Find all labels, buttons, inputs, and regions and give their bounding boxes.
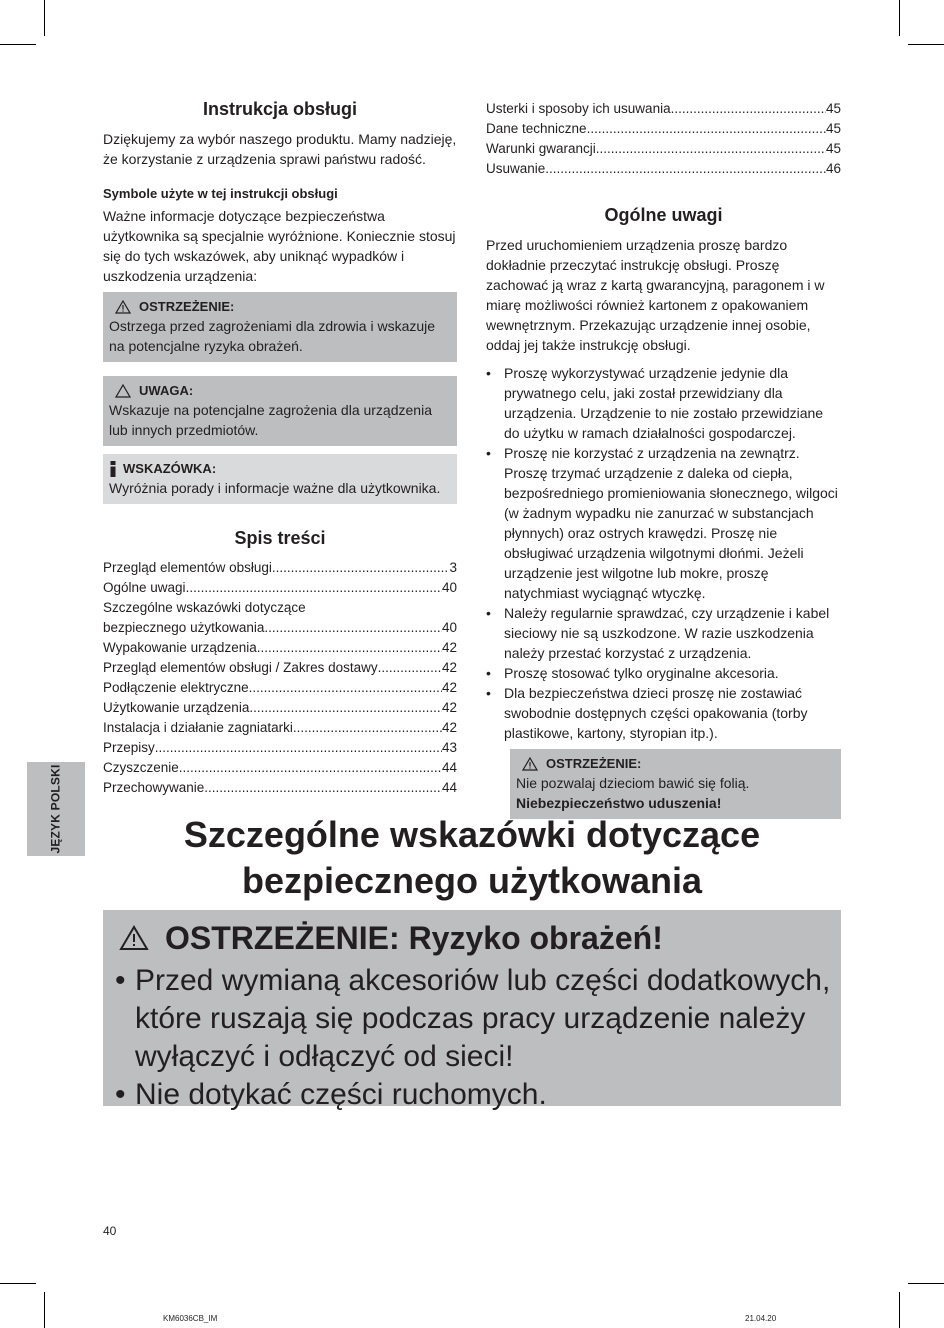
toc-row[interactable]: [103, 738, 457, 758]
heading-line: bezpiecznego użytkowania: [241, 860, 703, 901]
left-column: [103, 97, 457, 798]
toc-row[interactable]: [103, 578, 457, 598]
crop-mark: [0, 44, 36, 45]
notice-title: WSKAZÓWKA:: [123, 461, 217, 476]
notice-title: OSTRZEŻENIE:: [546, 756, 642, 771]
toc-page: 42: [441, 660, 457, 675]
toc-label: Ogólne uwagi: [103, 580, 186, 595]
toc-page: 44: [441, 780, 457, 795]
page-number: 40: [103, 1224, 117, 1238]
injury-warning-box: [103, 910, 841, 1111]
safety-section-heading: [103, 812, 841, 904]
crop-mark: [44, 1292, 45, 1328]
toc-row[interactable]: [486, 159, 841, 179]
toc-page: 44: [441, 760, 457, 775]
toc-label: Użytkowanie urządzenia: [103, 700, 250, 715]
toc-page: 42: [441, 640, 457, 655]
toc-page: 45: [825, 141, 841, 156]
symbols-text: Ważne informacje dotyczące bezpieczeństwa użytkownika są specjalnie wyróżnione. Koniecznie stosuj się do tych wskazówek, aby uniknąć wypadków i uszkodzenia urządzenia:: [103, 208, 456, 284]
crop-mark: [44, 0, 45, 36]
toc-label: Wypakowanie urządzenia: [103, 640, 257, 655]
warning-list: [113, 962, 831, 1114]
list-item: • Proszę stosować tylko oryginalne akcesoria.: [486, 663, 841, 683]
general-text: Przed uruchomieniem urządzenia proszę bardzo dokładnie przeczytać instrukcję obsługi. Proszę zachować ją wraz z kartą gwarancyjną, paragonem i w miarę możliwości również kartonem z opakowaniem wewnętrznym. Przekazując urządzenie innej osobie, oddaj jej także instrukcję obsługi.: [486, 237, 825, 353]
list-item: • Należy regularnie sprawdzać, czy urządzenie i kabel sieciowy nie są uszkodzone. W razie uszkodzenia należy przestać korzystać z urządzenia.: [486, 603, 841, 663]
toc-label: Dane techniczne: [486, 121, 587, 136]
crop-mark: [908, 1283, 944, 1284]
notice-text: Wyróżnia porady i informacje ważne dla użytkownika.: [109, 480, 441, 496]
toc-label: bezpiecznego użytkowania: [103, 620, 265, 635]
toc-row[interactable]: [103, 778, 457, 798]
list-item: • Proszę wykorzystywać urządzenie jedynie dla prywatnego celu, jaki został przewidziany dla urządzenia. Urządzenie to nie zostało przewidziane do użytku w ramach działalności gospodarczej.: [486, 363, 841, 443]
toc-row[interactable]: [103, 758, 457, 778]
toc-page: 42: [441, 680, 457, 695]
toc-page: 43: [441, 740, 457, 755]
toc-page: 45: [825, 101, 841, 116]
list-item: • Przed wymianą akcesoriów lub części dodatkowych, które ruszają się podczas pracy urządzenie należy wyłączyć i odłączyć od sieci!: [113, 962, 831, 1076]
symbols-heading: Symbole użyte w tej instrukcji obsługi: [103, 186, 338, 201]
footer-doc-id: KM6036CB_IM: [163, 1314, 218, 1323]
section-title-instructions: Instrukcja obsługi: [202, 99, 358, 119]
toc-row[interactable]: [486, 99, 841, 119]
warning-text: Nie pozwalaj dzieciom bawić się folią.: [516, 775, 750, 791]
crop-mark: [0, 1283, 36, 1284]
toc-page: 42: [441, 720, 457, 735]
toc-label: Przechowywanie: [103, 780, 205, 795]
list-item: • Nie dotykać części ruchomych.: [113, 1076, 831, 1114]
table-of-contents: [103, 558, 457, 798]
language-side-tab: [27, 762, 85, 856]
toc-page: 40: [441, 620, 457, 635]
toc-label: Przegląd elementów obsługi / Zakres dostawy: [103, 660, 378, 675]
table-of-contents-continued: [486, 99, 841, 179]
notice-text: Wskazuje na potencjalne zagrożenia dla urządzenia lub innych przedmiotów.: [109, 402, 432, 438]
right-column: [486, 97, 841, 819]
toc-label: Usuwanie: [486, 161, 546, 176]
warning-triangle-icon: [522, 757, 538, 771]
toc-page: 40: [441, 580, 457, 595]
toc-row[interactable]: [486, 119, 841, 139]
notice-title: UWAGA:: [139, 383, 194, 398]
toc-label: Szczególne wskazówki dotyczące: [103, 600, 306, 615]
notice-warning: [103, 292, 457, 362]
toc-row[interactable]: [486, 139, 841, 159]
notice-caution: [103, 376, 457, 446]
toc-label: Przepisy: [103, 740, 155, 755]
toc-label: Warunki gwarancji: [486, 141, 596, 156]
crop-mark: [908, 44, 944, 45]
heading-line: Szczególne wskazówki dotyczące: [183, 814, 761, 855]
toc-row[interactable]: [103, 678, 457, 698]
notice-text: [516, 773, 835, 813]
warning-emphasis: Niebezpieczeństwo uduszenia!: [516, 795, 722, 811]
toc-page: 3: [449, 560, 457, 575]
toc-page: 45: [825, 121, 841, 136]
notice-title: OSTRZEŻENIE:: [139, 299, 235, 314]
toc-label: Usterki i sposoby ich usuwania: [486, 101, 671, 116]
toc-row[interactable]: [103, 658, 457, 678]
notice-warning-suffocation: [510, 749, 841, 819]
warning-triangle-icon: [115, 300, 131, 314]
toc-title: Spis treści: [234, 528, 326, 548]
section-title-general: Ogólne uwagi: [604, 205, 723, 225]
crop-mark: [899, 0, 900, 36]
crop-mark: [899, 1292, 900, 1328]
toc-row[interactable]: [103, 718, 457, 738]
notice-tip: [103, 454, 457, 504]
toc-row[interactable]: [103, 618, 457, 638]
toc-label: Podłączenie elektryczne: [103, 680, 249, 695]
toc-page: 42: [441, 700, 457, 715]
toc-label: Instalacja i działanie zagniatarki: [103, 720, 293, 735]
toc-page: 46: [825, 161, 841, 176]
language-label: JĘZYK POLSKI: [49, 764, 63, 854]
toc-row[interactable]: [103, 698, 457, 718]
info-icon: [109, 461, 117, 477]
caution-triangle-icon: [115, 384, 131, 398]
warning-title: OSTRZEŻENIE: Ryzyko obrażeń!: [165, 920, 663, 956]
footer-date: 21.04.20: [745, 1314, 777, 1323]
general-bullets: [486, 363, 841, 743]
warning-triangle-icon: [119, 925, 149, 951]
toc-row[interactable]: [103, 558, 457, 578]
intro-text: Dziękujemy za wybór naszego produktu. Mamy nadzieję, że korzystanie z urządzenia sprawi państwu radość.: [103, 131, 457, 167]
toc-label: Czyszczenie: [103, 760, 179, 775]
list-item: • Dla bezpieczeństwa dzieci proszę nie zostawiać swobodnie dostępnych części opakowania (torby plastikowe, kartony, styropian itp.).: [486, 683, 841, 743]
toc-row[interactable]: [103, 638, 457, 658]
notice-text: Ostrzega przed zagrożeniami dla zdrowia i wskazuje na potencjalne ryzyka obrażeń.: [109, 318, 436, 354]
toc-label: Przegląd elementów obsługi: [103, 560, 272, 575]
list-item: • Proszę nie korzystać z urządzenia na zewnątrz. Proszę trzymać urządzenie z daleka od ciepła, bezpośredniego promieniowania słonecznego, wilgoci (w żadnym wypadku nie zanurzać w substancjach płynnych) oraz ostrych krawędzi. Proszę nie obsługiwać urządzenia wilgotnymi dłońmi. Jeżeli urządzenie jest wilgotne lub mokre, proszę natychmiast wyciągnąć wtyczkę.: [486, 443, 841, 603]
